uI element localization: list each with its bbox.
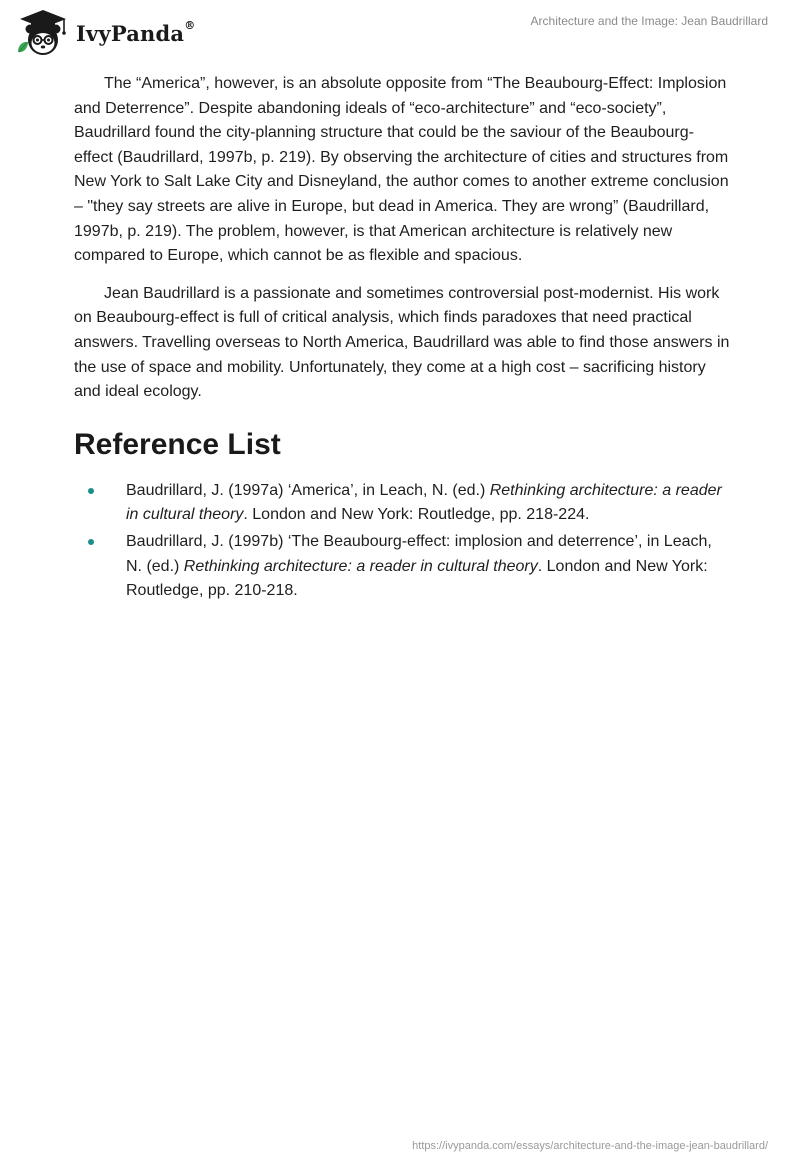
source-url[interactable]: https://ivypanda.com/essays/architecture-and-the-image-jean-baudrillard/ bbox=[412, 1140, 768, 1152]
reference-publisher: . London and New York: Routledge, pp. 210-218. bbox=[126, 557, 708, 600]
essay-content bbox=[74, 72, 730, 606]
panda-graduate-icon bbox=[14, 8, 72, 58]
reference-publisher: . London and New York: Routledge, pp. 218-224. bbox=[243, 506, 590, 524]
reference-list bbox=[74, 479, 730, 604]
document-title: Architecture and the Image: Jean Baudrillard bbox=[530, 14, 768, 28]
reference-item bbox=[74, 479, 730, 528]
page-header bbox=[0, 0, 800, 70]
bullet-icon bbox=[88, 488, 94, 494]
reference-list-heading: Reference List bbox=[74, 427, 281, 461]
reference-book-title: Rethinking architecture: a reader in cultural theory bbox=[183, 557, 538, 575]
reference-text: Baudrillard, J. (1997b) ‘The Beaubourg-effect: implosion and deterrence’, in Leach, N. (ed.) bbox=[126, 532, 712, 575]
reference-item bbox=[74, 530, 730, 604]
reference-text: Baudrillard, J. (1997a) ‘America’, in Leach, N. (ed.) bbox=[126, 481, 490, 499]
body-paragraph-2: Jean Baudrillard is a passionate and sometimes controversial post-modernist. His work on Beaubourg-effect is full of critical analysis, which finds paradoxes that need practical answers. Travelling overseas to North America, Baudrillard was able to find those answers in the use of space and mobility. Unfortunately, they come at a high cost – sacrificing history and ideal ecology. bbox=[74, 284, 730, 401]
body-paragraph-1: The “America”, however, is an absolute opposite from “The Beaubourg-Effect: Implosion and Deterrence”. Despite abandoning ideals of “eco-architecture” and “eco-society”, Baudrillard found the city-planning structure that could be the saviour of the Beaubourg-effect (Baudrillard, 1997b, p. 219). By observing the architecture of cities and structures from New York to Salt Lake City and Disneyland, the author comes to another extreme conclusion – "they say streets are alive in Europe, but dead in America. They are wrong” (Baudrillard, 1997b, p. 219). The problem, however, is that American architecture is relatively new compared to Europe, which cannot be as flexible and spacious. bbox=[74, 75, 729, 265]
registered-mark: ® bbox=[184, 18, 196, 32]
brand-name: IvyPanda® bbox=[76, 18, 196, 46]
bullet-icon bbox=[88, 539, 94, 545]
reference-book-title: Rethinking architecture: a reader in cultural theory bbox=[126, 481, 722, 524]
ivypanda-logo[interactable] bbox=[14, 8, 195, 58]
